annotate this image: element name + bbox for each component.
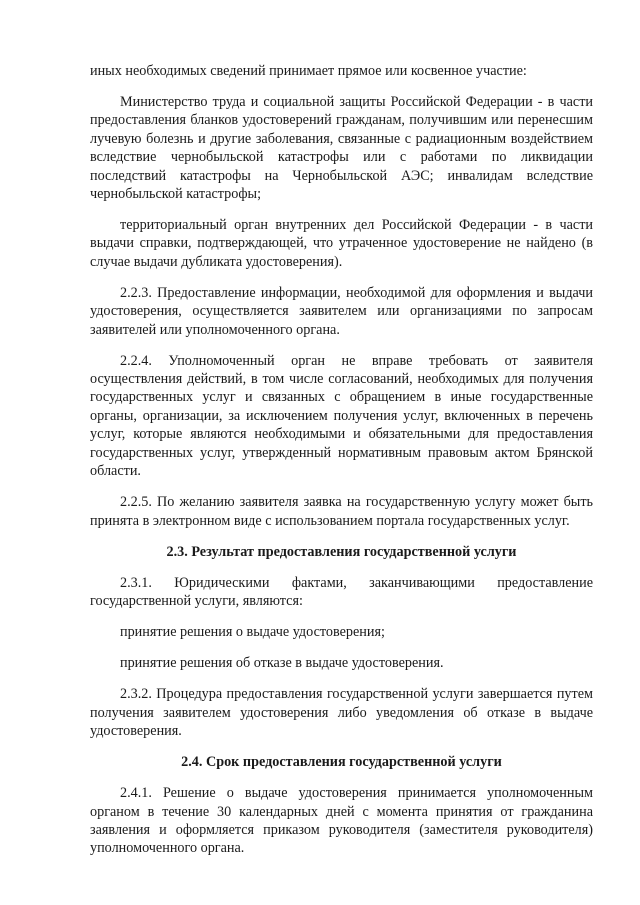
- list-item-issue-decision: принятие решения о выдаче удостоверения;: [120, 624, 385, 641]
- section-heading-2-3: 2.3. Результат предоставления государственной услуги: [166, 543, 517, 560]
- paragraph-2-3-2: 2.3.2. Процедура предоставления государственной услуги завершается путем получения заявителем удостоверения либо уведомления об отказе в выдаче удостоверения.: [90, 686, 593, 739]
- paragraph-internal-affairs: территориальный орган внутренних дел Российской Федерации - в части выдачи справки, подтверждающей, что утраченное удостоверение не найдено (в случае выдачи дубликата удостоверения).: [90, 217, 593, 270]
- list-item-refusal-decision: принятие решения об отказе в выдаче удостоверения.: [120, 655, 444, 672]
- paragraph-2-2-5: 2.2.5. По желанию заявителя заявка на государственную услугу может быть принята в электронном виде с использованием портала государственных услуг.: [90, 494, 593, 529]
- paragraph-ministry-labor: Министерство труда и социальной защиты Российской Федерации - в части предоставления бланков удостоверений гражданам, получившим или перенесшим лучевую болезнь и другие заболевания, связанные с радиационным воздействием вследствие чернобыльской катастрофы или с работами по ликвидации последствий катастрофы на Чернобыльской АЭС; инвалидам вследствие чернобыльской катастрофы;: [90, 94, 593, 203]
- paragraph-2-2-3: 2.2.3. Предоставление информации, необходимой для оформления и выдачи удостоверения, осуществляется заявителем или организациями по запросам заявителей или уполномоченного органа.: [90, 284, 593, 338]
- paragraph-2-2-4: 2.2.4. Уполномоченный орган не вправе требовать от заявителя осуществления действий, в том числе согласований, необходимых для получения государственных услуг и связанных с обращением в иные государственные органы, организации, за исключением получения услуг, включенных в перечень услуг, которые являются необходимыми и обязательными для предоставления государственных услуг, утвержденный нормативным правовым актом Брянской области.: [90, 352, 593, 480]
- section-heading-2-4: 2.4. Срок предоставления государственной услуги: [181, 753, 502, 770]
- paragraph-2-4-1: 2.4.1. Решение о выдаче удостоверения принимается уполномоченным органом в течение 30 календарных дней с момента принятия от гражданина заявления и оформляется приказом руководителя (заместителя руководителя) уполномоченного органа.: [90, 785, 593, 857]
- paragraph-participation-intro: иных необходимых сведений принимает прямое или косвенное участие:: [90, 63, 527, 79]
- paragraph-2-3-1: 2.3.1. Юридическими фактами, заканчивающими предоставление государственной услуги, являются:: [90, 574, 593, 610]
